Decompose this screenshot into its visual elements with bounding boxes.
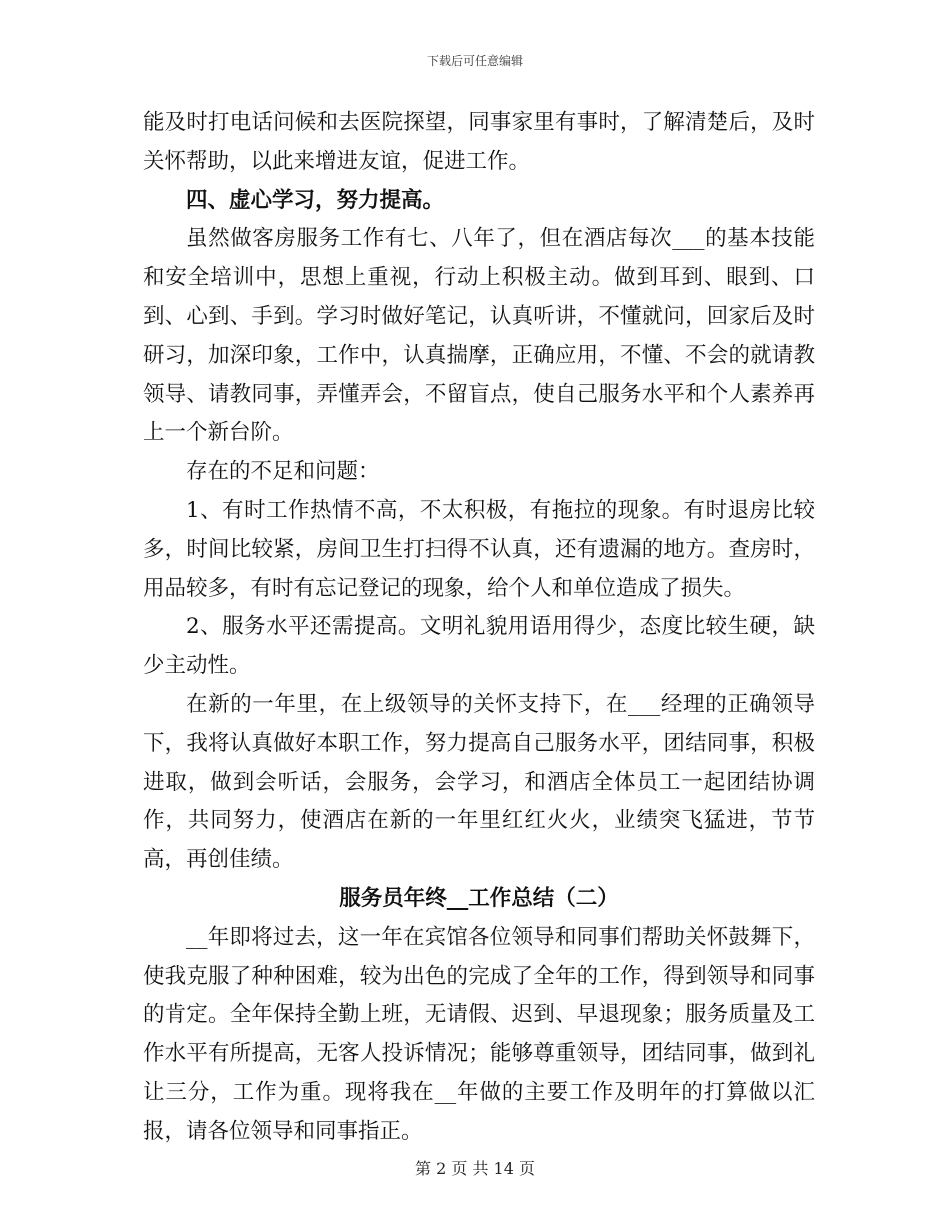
paragraph-shortcoming-1: 1、有时工作热情不高，不太积极，有拖拉的现象。有时退房比较多，时间比较紧，房间卫生打扫得不认真，还有遗漏的地方。查房时，用品较多，有时有忘记登记的现象，给个人和单位造成了损失。: [143, 497, 815, 601]
section-heading-four: 四、虚心学习，努力提高。: [186, 187, 445, 213]
paragraph-year-summary: __年即将过去，这一年在宾馆各位领导和同事们帮助关怀鼓舞下，使我克服了种种困难，较为出色的完成了全年的工作，得到领导和同事的肯定。全年保持全勤上班，无请假、迟到、早退现象；服务质量及工作水平有所提高，无客人投诉情况；能够尊重领导，团结同事，做到礼让三分，工作为重。现将我在__年做的主要工作及明年的打算做以汇报，请各位领导和同事指正。: [143, 924, 815, 1144]
paragraph-learning: 虽然做客房服务工作有七、八年了，但在酒店每次___的基本技能和安全培训中，思想上重视，行动上积极主动。做到耳到、眼到、口到、心到、手到。学习时做好笔记，认真听讲，不懂就问，回家后及时研习，加深印象，工作中，认真揣摩，正确应用，不懂、不会的就请教领导、请教同事，弄懂弄会，不留盲点，使自己服务水平和个人素养再上一个新台阶。: [143, 226, 815, 446]
paragraph-friendship: 能及时打电话问候和去医院探望，同事家里有事时，了解清楚后，及时关怀帮助，以此来增进友谊，促进工作。: [143, 110, 815, 174]
page-footer-number: 第 2 页 共 14 页: [415, 1159, 535, 1178]
paragraph-new-year-plan: 在新的一年里，在上级领导的关怀支持下，在___经理的正确领导下，我将认真做好本职工作，努力提高自己服务水平，团结同事，积极进取，做到会听话，会服务，会学习，和酒店全体员工一起团结协调作，共同努力，使酒店在新的一年里红红火火，业绩突飞猛进，节节高，再创佳绩。: [143, 691, 815, 873]
paragraph-shortcomings-intro: 存在的不足和问题：: [186, 459, 380, 485]
page-header-note: 下载后可任意编辑: [426, 54, 523, 68]
document-body: [143, 104, 815, 1152]
paragraph-shortcoming-2: 2、服务水平还需提高。文明礼貌用语用得少，态度比较生硬，缺少主动性。: [143, 614, 815, 679]
section-title: 服务员年终__工作总结（二）: [339, 885, 619, 911]
